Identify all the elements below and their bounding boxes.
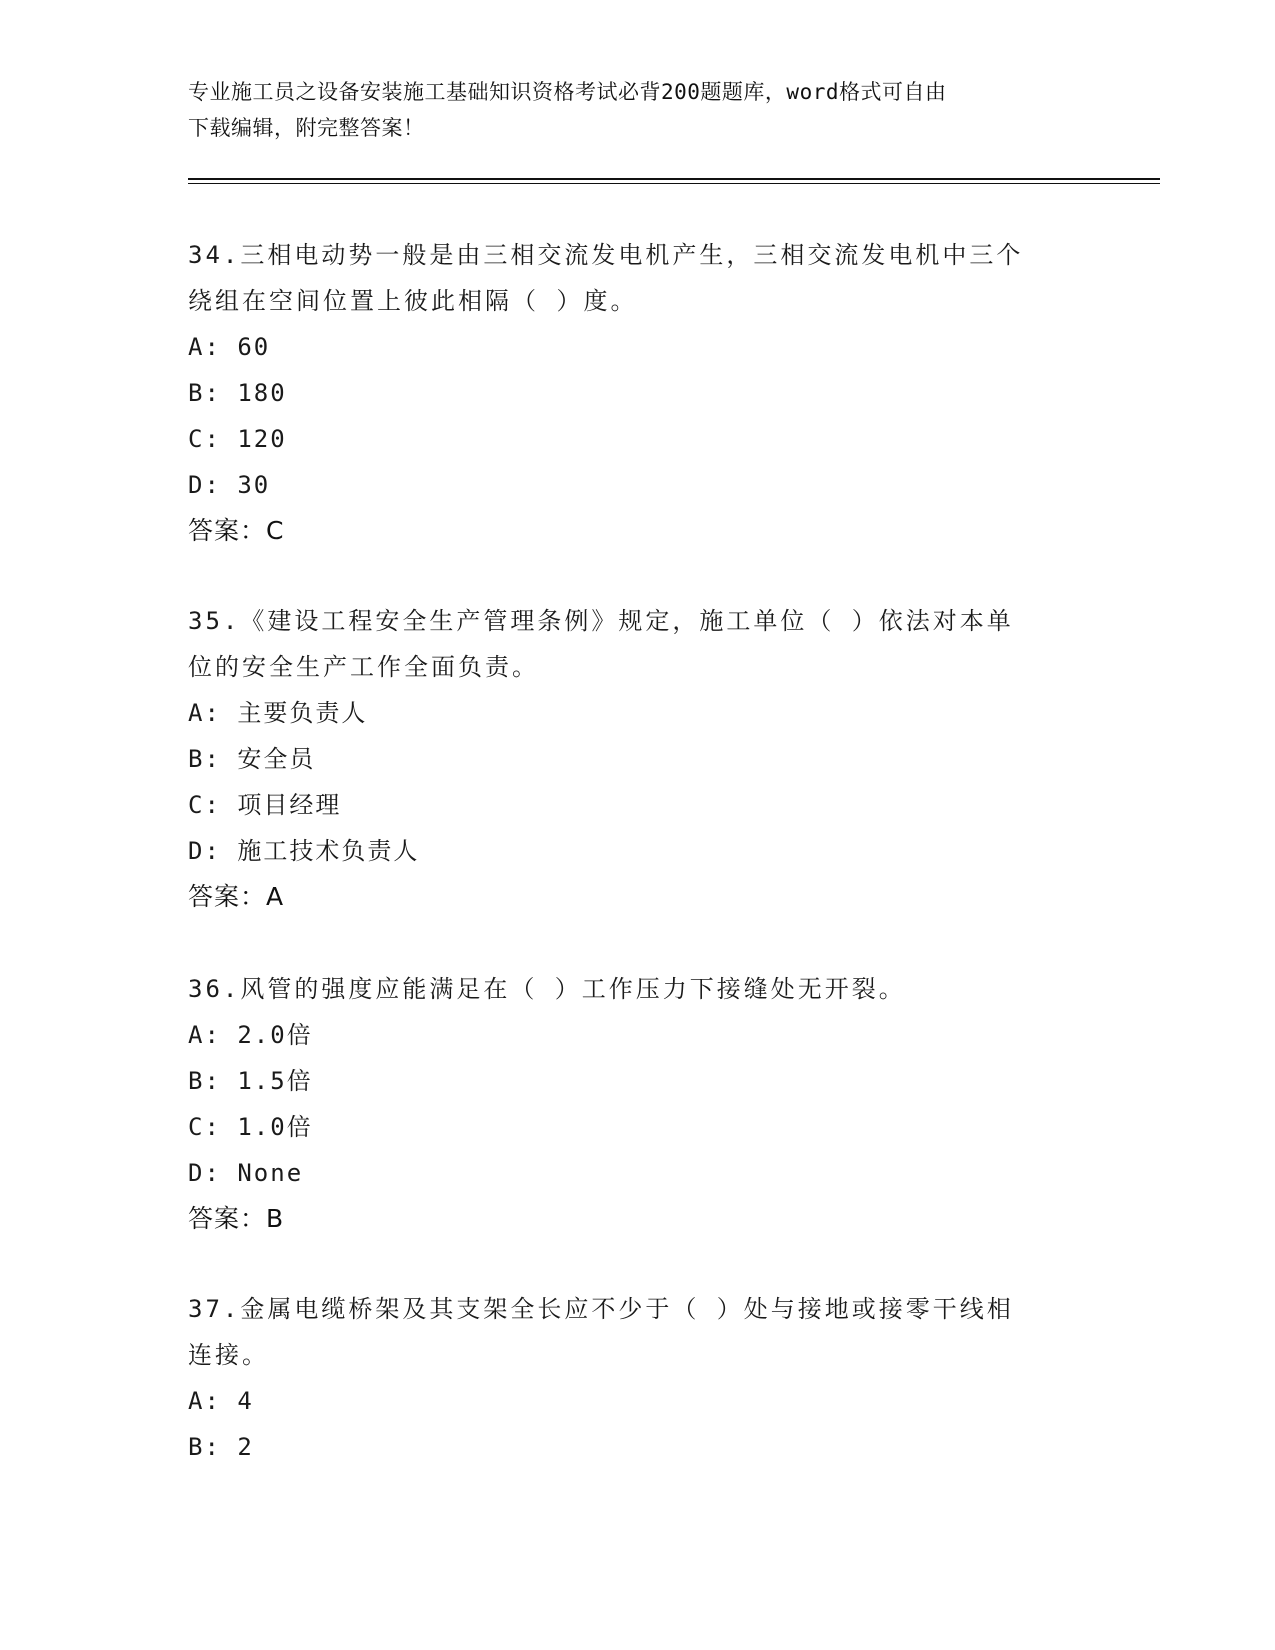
header-divider-thick (188, 178, 1160, 180)
header-line-1: 专业施工员之设备安装施工基础知识资格考试必背200题题库，word格式可自由 (188, 80, 947, 104)
option-b: B: 2 (188, 1433, 254, 1461)
answer-label: 答案：B (188, 1204, 285, 1233)
option-a: A: 4 (188, 1387, 254, 1415)
option-c: C: 项目经理 (188, 791, 342, 819)
option-a: A: 60 (188, 333, 271, 361)
document-header (188, 74, 1088, 146)
option-b: B: 安全员 (188, 745, 316, 773)
option-a: A: 主要负责人 (188, 699, 368, 727)
option-c: C: 1.0倍 (188, 1113, 313, 1141)
question-stem-line-2: 绕组在空间位置上彼此相隔（ ）度。 (188, 287, 638, 315)
question-stem-line-1: 36.风管的强度应能满足在（ ）工作压力下接缝处无开裂。 (188, 975, 906, 1003)
answer-label: 答案：A (188, 882, 285, 911)
question-35 (188, 598, 1088, 920)
question-36 (188, 966, 1088, 1242)
question-34 (188, 232, 1088, 554)
question-stem-line-1: 35.《建设工程安全生产管理条例》规定，施工单位（ ）依法对本单 (188, 607, 1014, 635)
option-d: D: 30 (188, 471, 271, 499)
header-line-2: 下载编辑，附完整答案！ (188, 116, 425, 140)
option-d: D: None (188, 1159, 304, 1187)
header-divider-thin (188, 183, 1160, 184)
question-stem-line-2: 位的安全生产工作全面负责。 (188, 653, 539, 681)
question-stem-line-1: 34.三相电动势一般是由三相交流发电机产生，三相交流发电机中三个 (188, 241, 1024, 269)
question-stem-line-2: 连接。 (188, 1341, 269, 1369)
answer-label: 答案：C (188, 516, 285, 545)
option-c: C: 120 (188, 425, 287, 453)
question-stem-line-1: 37.金属电缆桥架及其支架全长应不少于（ ）处与接地或接零干线相 (188, 1295, 1014, 1323)
question-37 (188, 1286, 1088, 1470)
option-b: B: 180 (188, 379, 287, 407)
option-a: A: 2.0倍 (188, 1021, 313, 1049)
option-d: D: 施工技术负责人 (188, 837, 420, 865)
option-b: B: 1.5倍 (188, 1067, 313, 1095)
